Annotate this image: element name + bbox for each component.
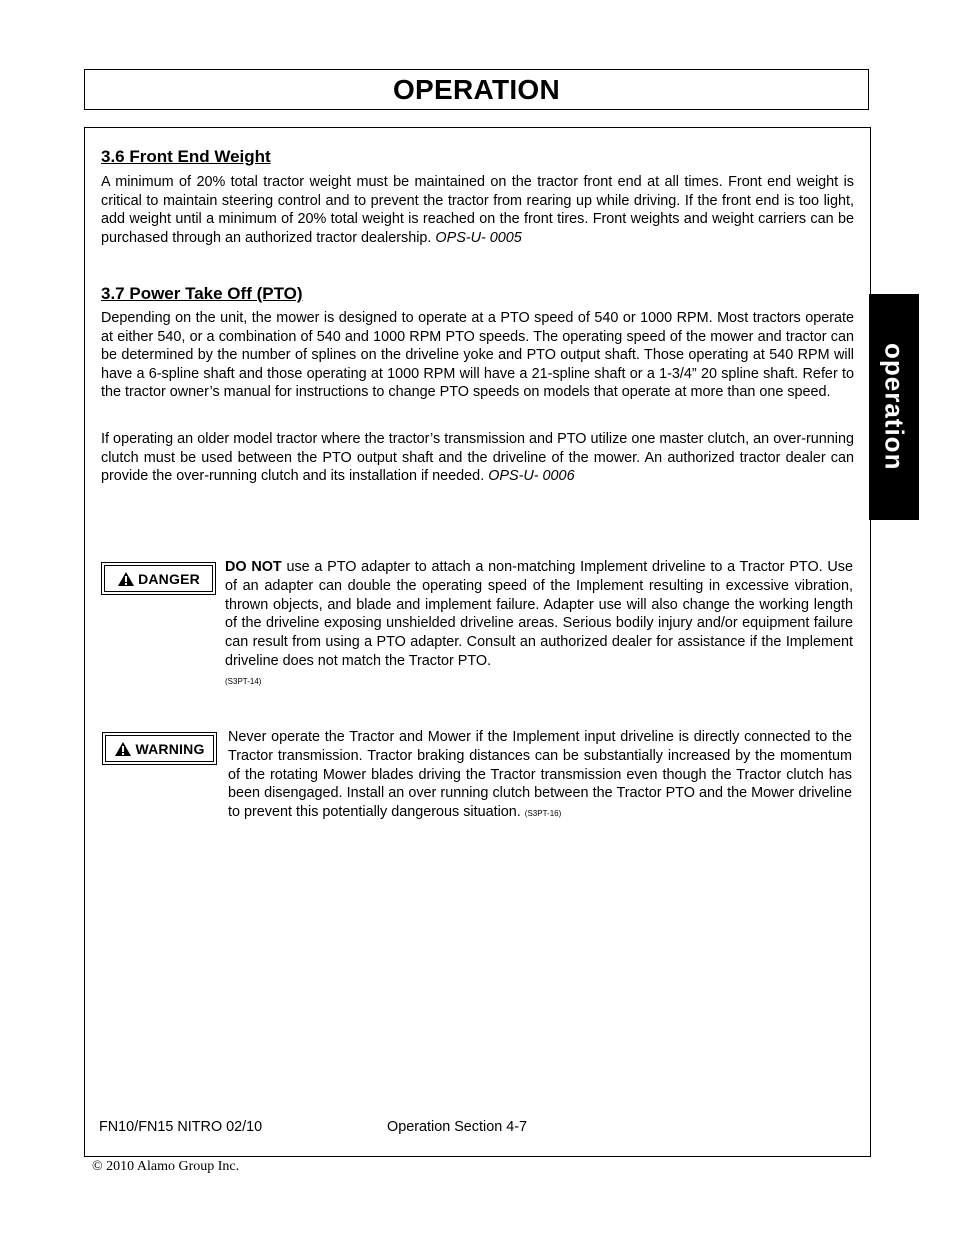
danger-lead: DO NOT xyxy=(225,559,282,575)
page-title: OPERATION xyxy=(392,73,561,105)
footer-model: FN10/FN15 NITRO 02/10 xyxy=(99,1119,263,1135)
ops-ref: OPS-U- 0005 xyxy=(435,229,522,246)
danger-label-text: DANGER xyxy=(138,570,200,587)
warning-triangle-icon xyxy=(117,571,135,587)
section-title-pto: 3.7 Power Take Off (PTO) xyxy=(101,284,303,303)
page-header xyxy=(84,69,869,110)
pto-paragraph-1: Depending on the unit, the mower is designed to operate at a PTO speed of 540 or 1000 RPM. Most tractors operate at either 540, or a combination of 540 and 1000 RPM PTO speeds. The operating speed of the mower and tractor can be determined by the number of splines on the driveline yoke and PTO output shaft. Those operating at 540 RPM will have a 6-spline shaft and those operating at 1000 RPM will have a 21-spline shaft or a 1-3/4” 20 spline shaft. Refer to the tractor owner’s manual for instructions to change PTO speeds on models that operate at more than one speed. xyxy=(101,310,854,401)
section-title-front-end-weight: 3.6 Front End Weight xyxy=(101,147,271,166)
danger-code: (S3PT-14) xyxy=(225,676,262,686)
warning-message: Never operate the Tractor and Mower if the Implement input driveline is directly connected to the Tractor transmission. Tractor braking distances can be substantially increased by the momentum of the rotating Mower blades driving the Tractor transmission even though the Tractor clutch has been disengaged. Install an over running clutch between the Tractor PTO and the Mower driveline to prevent this potentially dangerous situation. (S3PT-16) xyxy=(228,729,852,821)
warning-label xyxy=(102,732,217,765)
ops-ref: OPS-U- 0006 xyxy=(488,468,575,485)
footer-section: Operation Section 4-7 xyxy=(387,1119,527,1135)
side-tab-label: operation xyxy=(879,343,910,471)
warning-label-text: WARNING xyxy=(135,740,205,757)
warning-code: (S3PT-16) xyxy=(524,809,562,819)
danger-label xyxy=(101,562,216,595)
front-end-weight-paragraph: A minimum of 20% total tractor weight must be maintained on the tractor front end at all times. Front end weight is critical to maintain steering control and to prevent the tractor from rearing up while driving. If the front end is too light, add weight until a minimum of 20% total weight is reached on the front tires. Front weights and weight carriers can be purchased through an authorized tractor dealership. OPS-U- 0005 xyxy=(101,174,854,246)
copyright: © 2010 Alamo Group Inc. xyxy=(92,1159,240,1174)
danger-message: DO NOT use a PTO adapter to attach a non-matching Implement driveline to a Tractor PTO. Use of an adapter can double the operating speed of the Implement resulting in excessive vibration, thrown objects, and blade and implement failure. Adapter use will also change the working length of the driveline exposing unshielded driveline areas. Serious bodily injury and/or equipment failure can result from using a PTO adapter. Consult an authorized dealer for assistance if the Implement driveline does not match the Tractor PTO. (S3PT-14) xyxy=(225,559,853,686)
warning-triangle-icon xyxy=(114,741,132,757)
side-tab xyxy=(869,294,919,520)
pto-paragraph-2: If operating an older model tractor where the tractor’s transmission and PTO utilize one master clutch, an over-running clutch must be used between the PTO output shaft and the driveline of the mower. An authorized tractor dealer can provide the over-running clutch and its installation if needed. OPS-U- 0006 xyxy=(101,431,854,485)
